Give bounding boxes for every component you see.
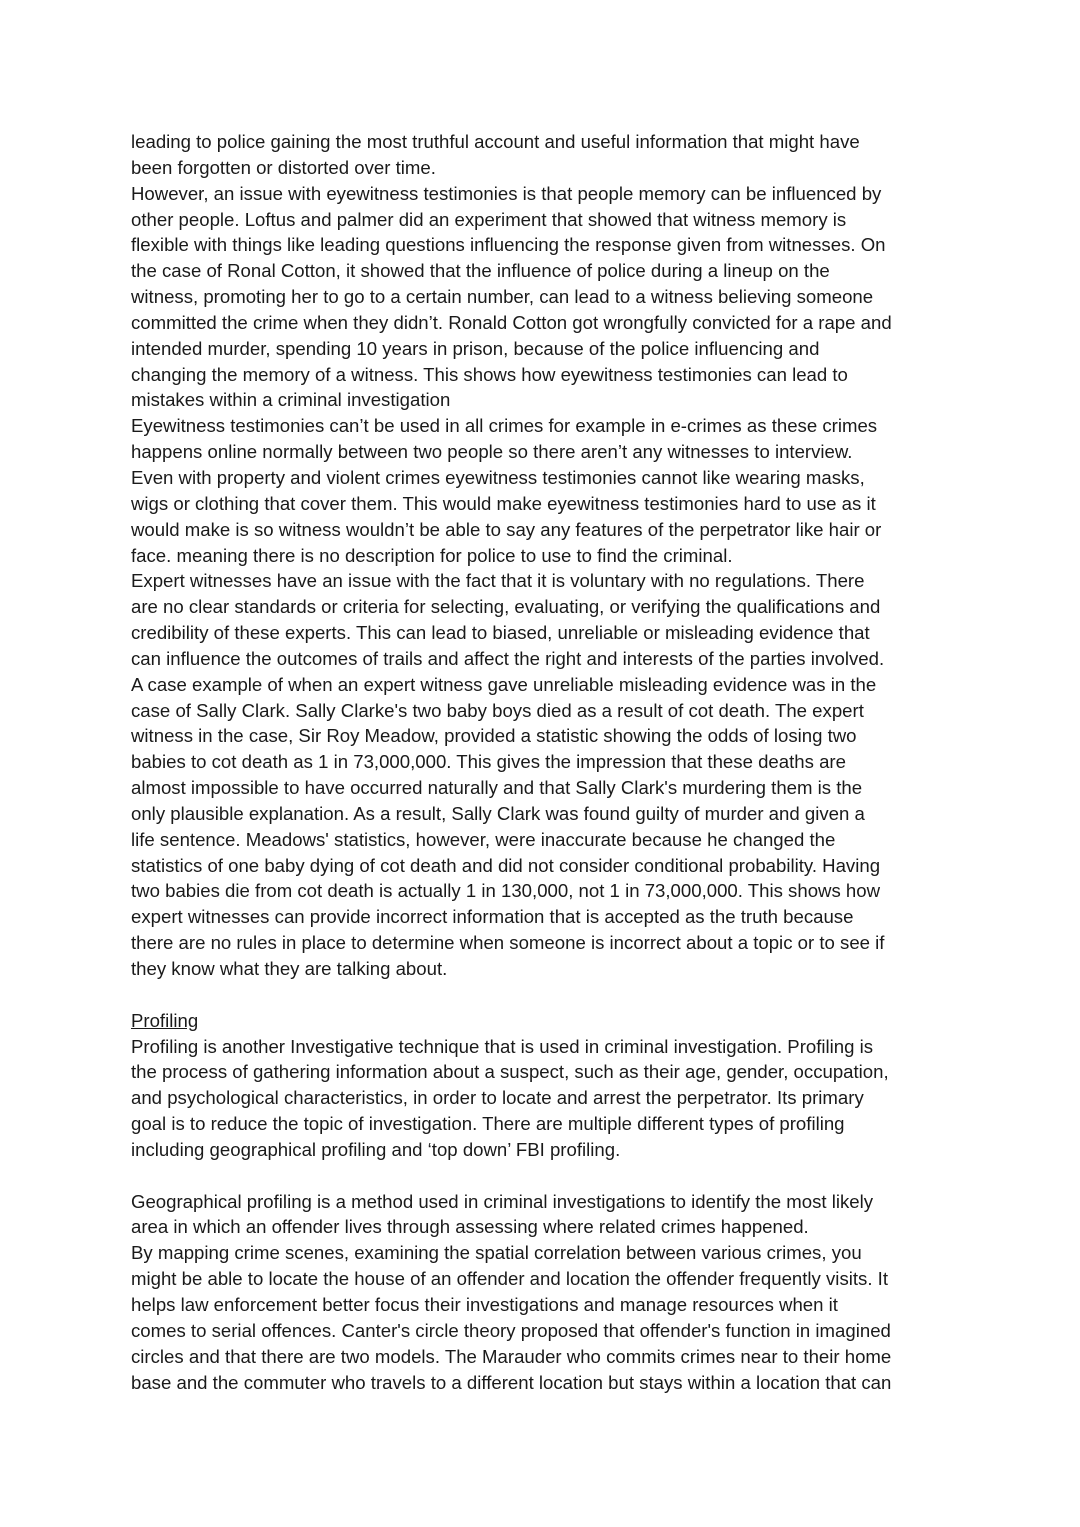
- text-line: almost impossible to have occurred naturally and that Sally Clark's murdering them is the: [131, 777, 863, 799]
- text-line: can influence the outcomes of trails and affect the right and interests of the parties involved.: [131, 647, 885, 669]
- text-line: expert witnesses can provide incorrect information that is accepted as the truth because: [131, 906, 854, 928]
- text-line: goal is to reduce the topic of investigation. There are multiple different types of profiling: [131, 1113, 845, 1135]
- paragraph: [131, 1034, 961, 1163]
- text-line: case of Sally Clark. Sally Clarke's two baby boys died as a result of cot death. The expert: [131, 699, 864, 721]
- section-heading: Profiling: [131, 1009, 199, 1031]
- text-line: might be able to locate the house of an offender and location the offender frequently visits. It: [131, 1268, 888, 1290]
- text-line: witness, promoting her to go to a certain number, can lead to a witness believing someone: [131, 286, 874, 308]
- paragraph: [131, 1189, 961, 1241]
- text-line: only plausible explanation. As a result, Sally Clark was found guilty of murder and given a: [131, 802, 865, 824]
- text-line: comes to serial offences. Canter's circle theory proposed that offender's function in imagined: [131, 1319, 891, 1341]
- text-line: witness in the case, Sir Roy Meadow, provided a statistic showing the odds of losing two: [131, 725, 857, 747]
- text-line: changing the memory of a witness. This shows how eyewitness testimonies can lead to: [131, 363, 848, 385]
- text-line: Even with property and violent crimes eyewitness testimonies cannot like wearing masks,: [131, 466, 865, 488]
- text-line: the case of Ronal Cotton, it showed that the influence of police during a lineup on the: [131, 260, 830, 282]
- text-line: base and the commuter who travels to a different location but stays within a location that can: [131, 1371, 892, 1393]
- paragraph: [131, 413, 961, 568]
- text-line: However, an issue with eyewitness testimonies is that people memory can be influenced by: [131, 182, 882, 204]
- text-line: statistics of one baby dying of cot death and did not consider conditional probability. Having: [131, 854, 881, 876]
- text-line: By mapping crime scenes, examining the spatial correlation between various crimes, you: [131, 1242, 862, 1264]
- text-line: helps law enforcement better focus their investigations and manage resources when it: [131, 1293, 838, 1315]
- text-line: intended murder, spending 10 years in prison, because of the police influencing and: [131, 337, 820, 359]
- text-line: mistakes within a criminal investigation: [131, 389, 451, 411]
- text-line: and psychological characteristics, in order to locate and arrest the perpetrator. Its primary: [131, 1087, 864, 1109]
- text-line: babies to cot death as 1 in 73,000,000. This gives the impression that these deaths are: [131, 751, 846, 773]
- text-line: A case example of when an expert witness gave unreliable misleading evidence was in the: [131, 673, 877, 695]
- text-line: flexible with things like leading questions influencing the response given from witnesses. On: [131, 234, 886, 256]
- text-line: committed the crime when they didn’t. Ronald Cotton got wrongfully convicted for a rape and: [131, 311, 892, 333]
- text-line: there are no rules in place to determine when someone is incorrect about a topic or to see if: [131, 932, 885, 954]
- text-line: leading to police gaining the most truthful account and useful information that might have: [131, 131, 860, 152]
- paragraph: [131, 568, 961, 982]
- blank-spacer: [131, 1163, 961, 1189]
- text-line: other people. Loftus and palmer did an experiment that showed that witness memory is: [131, 208, 847, 230]
- text-line: Eyewitness testimonies can’t be used in all crimes for example in e-crimes as these crimes: [131, 415, 878, 437]
- text-line: happens online normally between two people so there aren’t any witnesses to interview.: [131, 441, 853, 463]
- section-heading-block: [131, 1008, 961, 1034]
- blank-spacer: [131, 982, 961, 1008]
- text-line: including geographical profiling and ‘top down’ FBI profiling.: [131, 1138, 621, 1160]
- text-line: Geographical profiling is a method used in criminal investigations to identify the most likely: [131, 1190, 874, 1212]
- text-line: circles and that there are two models. The Marauder who commits crimes near to their home: [131, 1345, 892, 1367]
- text-line: [131, 1163, 961, 1189]
- paragraph: [131, 1240, 961, 1395]
- text-line: would make is so witness wouldn’t be able to say any features of the perpetrator like hair or: [131, 518, 882, 540]
- document-page: [131, 129, 961, 1395]
- text-line: area in which an offender lives through assessing where related crimes happened.: [131, 1216, 809, 1238]
- text-line: credibility of these experts. This can lead to biased, unreliable or misleading evidence that: [131, 622, 870, 644]
- text-line: been forgotten or distorted over time.: [131, 156, 436, 178]
- text-line: Expert witnesses have an issue with the fact that it is voluntary with no regulations. There: [131, 570, 865, 592]
- paragraph: [131, 129, 961, 181]
- text-line: life sentence. Meadows' statistics, however, were inaccurate because he changed the: [131, 828, 836, 850]
- text-line: they know what they are talking about.: [131, 958, 448, 979]
- paragraph: [131, 181, 961, 414]
- text-line: Profiling is another Investigative technique that is used in criminal investigation. Profiling is: [131, 1035, 874, 1057]
- text-line: wigs or clothing that cover them. This would make eyewitness testimonies hard to use as it: [131, 492, 876, 514]
- text-line: are no clear standards or criteria for selecting, evaluating, or verifying the qualifications and: [131, 596, 881, 618]
- text-line: the process of gathering information about a suspect, such as their age, gender, occupation,: [131, 1061, 889, 1083]
- text-line: [131, 982, 961, 1008]
- text-line: face. meaning there is no description for police to use to find the criminal.: [131, 544, 733, 566]
- text-line: two babies die from cot death is actually 1 in 130,000, not 1 in 73,000,000. This shows how: [131, 880, 881, 902]
